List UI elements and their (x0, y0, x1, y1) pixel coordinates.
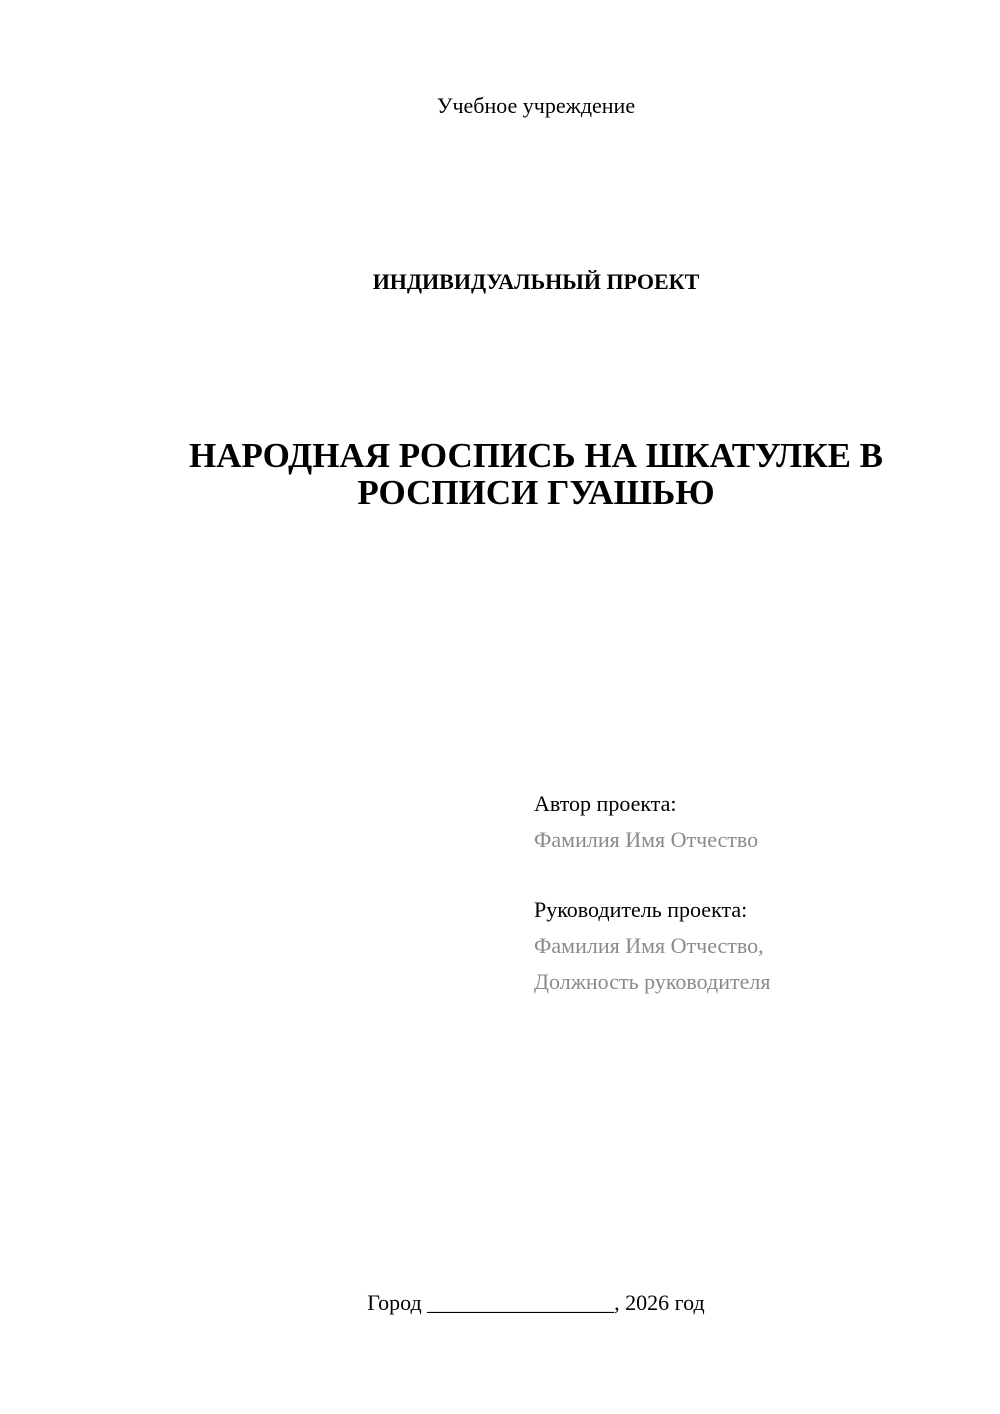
supervisor-label: Руководитель проекта: (534, 897, 748, 922)
author-name: Фамилия Имя Отчество (534, 827, 759, 852)
supervisor-name: Фамилия Имя Отчество, (534, 933, 764, 958)
project-title: НАРОДНАЯ РОСПИСЬ НА ШКАТУЛКЕ В РОСПИСИ ГУАШЬЮ (188, 436, 884, 512)
supervisor-block (534, 892, 770, 1000)
author-block (534, 786, 758, 858)
author-label: Автор проекта: (534, 791, 677, 816)
city-year-line: Город _________________, 2026 год (367, 1290, 705, 1315)
supervisor-position: Должность руководителя (534, 969, 771, 994)
project-type-heading: ИНДИВИДУАЛЬНЫЙ ПРОЕКТ (372, 269, 700, 294)
institution-name: Учебное учреждение (436, 93, 636, 118)
